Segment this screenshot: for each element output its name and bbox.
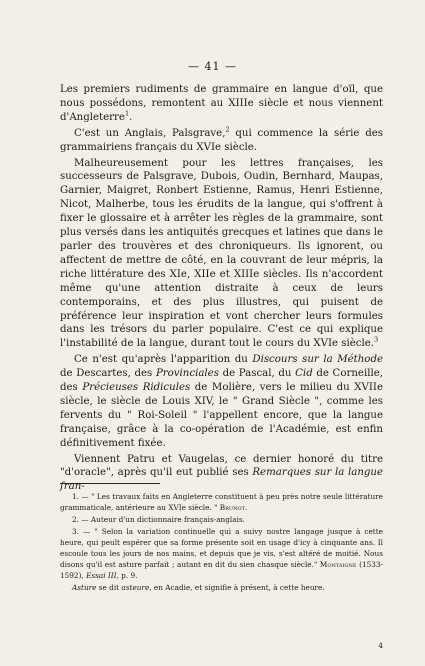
footnote-ref-2[interactable]: 2 — [225, 125, 230, 134]
paragraph-4-text-a: Ce n'est qu'après l'apparition du — [74, 354, 253, 366]
signature-mark: 4 — [378, 641, 383, 650]
footnote-3-page: , p. 9. — [116, 571, 138, 580]
footnote-2 — [60, 514, 383, 525]
body-text — [60, 83, 383, 496]
paragraph-3 — [60, 157, 383, 352]
footnote-4-text-b: , en Acadie, et signifie à présent, à cette heure. — [149, 583, 325, 592]
footnote-4 — [60, 582, 383, 593]
paragraph-1: Les premiers rudiments de grammaire en langue d'oïl, que nous possédons, remontent au XIIIe siècle et nous viennent d'Angleterre$^1$. — [60, 84, 383, 123]
paragraph-5 — [60, 453, 383, 495]
paragraph-2-text-b: qui commence la série des grammairiens français du XVIe siècle. — [60, 127, 383, 153]
footnote-2-text: 2. — Auteur d'un dictionnaire français-anglais. — [72, 515, 246, 524]
footnote-4-term: Asture — [72, 583, 97, 592]
paragraph-1-text: Les premiers rudiments de grammaire en langue d'oïl, que nous possédons, remontent au XIIIe siècle et nous viennent d'Angleterre — [60, 84, 383, 123]
footnote-1-end: . — [244, 503, 248, 512]
paragraph-2 — [60, 127, 383, 155]
paragraph-4 — [60, 353, 383, 450]
footnote-separator — [60, 483, 160, 484]
footnote-1 — [60, 491, 383, 513]
paragraph-2-text-a: C'est un Anglais, Palsgrave, — [74, 127, 226, 139]
footnote-ref-3[interactable]: 3 — [374, 335, 379, 344]
footnote-3-text: 3. — " Selon la variation continuelle qui a suivy nostre langage jusque à cette heure, qui peult espérer que sa forme présente soit en usage d'icy à cinquante ans. Il escoule tous les jours de nos mains, et depuis que je vis, s'est altéré de moitié. Nous disons qu'il est asture parfait ; autant en dit du sien chasque siècle." — [60, 527, 383, 569]
footnote-3-dates: (1533-1592), — [60, 560, 383, 580]
paragraph-3-text: Malheureusement pour les lettres françaises, les successeurs de Palsgrave, Dubois, Oudin, Bernhard, Maupas, Garnier, Maigret, Ronbert Estienne, Ramus, Henri Estienne, Nicot, Malherbe, tous les érudits de la langue, qui s'offrent à fixer le glossaire et à arrêter les règles de la grammaire, sont plus versés dans les antiquités grecques et latines que dans le parler des trouvères et des chroniqueurs. Ils ignorent, ou affectent de mettre de côté, en la couvrant de leur mépris, la riche littérature des XIe, XIIe et XIIIe siècles. Ils n'accordent même qu'une attention distraite à ceux de leurs contemporains, et des plus illustres, qui puisent de préférence leur inspiration et vont chercher leurs formules dans les trésors du parler populaire. C'est ce qui explique l'instabilité de la langue, durant tout le cours du XVIe siècle. — [60, 157, 383, 350]
footnote-3-author: Montaigne — [319, 560, 357, 569]
paragraph-4-text-d: de Corneille, des — [60, 368, 383, 394]
paragraph-5-text-a: Viennent Patru et Vaugelas, ce dernier honoré du titre "d'oracle", après qu'il eut publié ses — [60, 453, 383, 479]
paragraph-4-text-c: de Pascal, du — [218, 368, 296, 380]
footnote-3-work: Essai III — [86, 571, 117, 580]
page-number: — 41 — — [188, 60, 237, 73]
paragraph-4-text-e: de Molière, vers le milieu du XVIIe siècle, le siècle de Louis XIV, le " Grand Siècle ", comme les fervents du " Roi-Soleil " l'appellent encore, que la langue française, grâce à la co-opération de l'Académie, est enfin définitivement fixée. — [60, 382, 383, 449]
work-title-remarques: Remarques sur la langue fran- — [60, 467, 383, 493]
paragraph-4-text-b: de Descartes, des — [60, 368, 156, 380]
work-title-discours: Discours sur la Méthode — [252, 354, 383, 366]
footnote-1-author: Brunot — [219, 503, 245, 512]
footnote-3 — [60, 526, 383, 581]
work-title-provinciales: Provinciales — [155, 368, 219, 380]
work-title-precieuses: Précieuses Ridicules — [82, 382, 191, 394]
footnote-4-variant: asteure — [121, 583, 150, 592]
footnotes — [60, 491, 383, 594]
footnote-4-text-a: se dit — [96, 583, 122, 592]
footnote-1-text: 1. — " Les travaux faits en Angleterre constituent à peu près notre seule littérature grammaticale, antérieure au XVIe siècle. " — [60, 492, 383, 512]
work-title-cid: Cid — [295, 368, 313, 380]
footnote-ref-1[interactable]: 1 — [124, 109, 130, 118]
